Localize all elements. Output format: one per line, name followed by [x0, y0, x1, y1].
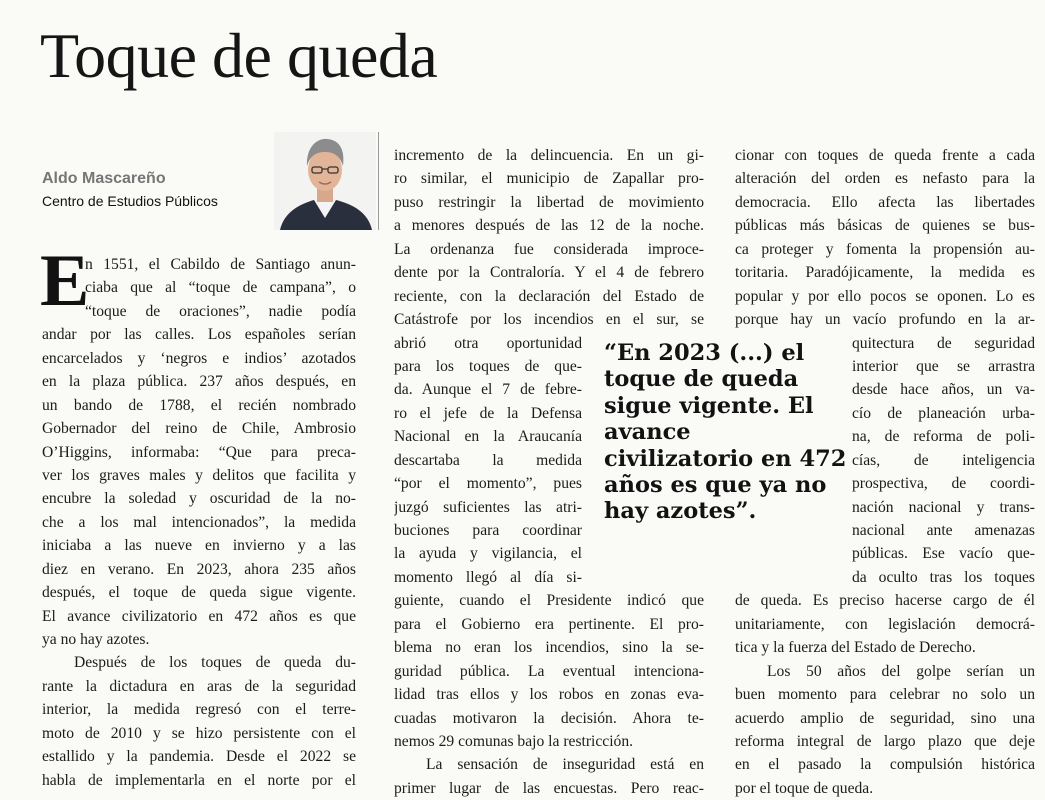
article-column-1-body	[42, 323, 356, 792]
text-line: habla de implementarla en el norte por el	[42, 771, 356, 789]
text-line: después, el toque de queda sigue vigente.	[42, 584, 356, 602]
pull-quote-line: “En 2023 (...) el	[604, 340, 805, 366]
text-line: na, de reforma de poli-	[852, 428, 1035, 446]
text-line: abrió otra oportunidad	[394, 334, 582, 352]
text-line: che a los mal intencionados”, la medida	[42, 513, 356, 531]
text-line: en el pasado la compulsión histórica	[735, 756, 1035, 774]
text-line: democracia. Ello afecta las libertades	[735, 193, 1035, 211]
text-line: descartaba la medida	[394, 451, 582, 469]
text-line: ro similar, el municipio de Zapallar pro-	[394, 170, 704, 188]
text-line: ro el jefe de la Defensa	[394, 404, 582, 422]
text-line: reciente, con la declaración del Estado de	[394, 287, 704, 305]
text-line: nacional ante amenazas	[852, 522, 1035, 539]
text-line: nemos 29 comunas bajo la restricción.	[394, 732, 634, 750]
pull-quote-line: años es que ya no	[604, 472, 827, 499]
pull-quote-line: hay azotes”.	[604, 498, 757, 525]
text-line: cionar con toques de queda frente a cada	[735, 147, 1035, 164]
text-line: guridad pública. La eventual intenciona-	[394, 662, 704, 680]
pull-quote-line: toque de queda	[604, 366, 799, 393]
text-line: la ayuda y vigilancia, el	[394, 545, 582, 563]
text-line: dente por la Contraloría. Y el 4 de febrero	[394, 264, 704, 282]
text-line: públicas. Ese vacío que-	[852, 545, 1035, 563]
text-line: incremento de la delincuencia. En un gi-	[394, 147, 704, 164]
text-line: blema no eran los incendios, sino la se-	[394, 639, 704, 657]
text-line: buciones para coordinar	[394, 522, 582, 539]
text-line: O’Higgins, informaba: “Que para preca-	[42, 443, 356, 461]
text-line: “toque de oraciones”, nadie podía	[85, 302, 356, 320]
text-line: moto de 2010 y se hizo persistente con el	[42, 724, 356, 742]
text-line: por el toque de queda.	[735, 779, 874, 797]
text-line: El avance civilizatorio en 472 años es que	[42, 607, 356, 625]
text-line: da oculto tras los toques	[852, 568, 1035, 586]
text-line: ya no hay azotes.	[42, 631, 150, 649]
text-line: de queda. Es preciso hacerse cargo de él	[735, 592, 1035, 610]
text-line: toritaria. Paradójicamente, la medida es	[735, 264, 1035, 282]
text-line: para el Gobierno era pertinente. El pro-	[394, 615, 704, 633]
text-line: nación nacional y trans-	[852, 498, 1035, 516]
text-line: n 1551, el Cabildo de Santiago anun-	[85, 256, 356, 273]
text-line: La ordenanza fue considerada improce-	[394, 240, 704, 258]
pull-quote-line: sigue vigente. El	[604, 392, 814, 419]
column-divider	[378, 132, 379, 230]
text-line: buen momento para celebrar no solo un	[735, 686, 1035, 704]
text-line: reforma integral de largo plazo que deje	[735, 732, 1035, 750]
text-line: alteración del orden es nefasto para la	[735, 170, 1035, 188]
text-line: andar por las calles. Los españoles serían	[42, 326, 356, 344]
article-column-1	[85, 253, 356, 323]
text-line: Después de los toques de queda du-	[74, 654, 356, 672]
text-line: ciaba que al “toque de campana”, o	[85, 279, 356, 297]
text-line: quitectura de seguridad	[852, 334, 1035, 352]
text-line: en la plaza pública. 237 años después, en	[42, 373, 356, 391]
text-line: Gobernador del reino de Chile, Ambrosio	[42, 420, 356, 438]
text-line: puso restringir la libertad de movimiento	[394, 193, 704, 211]
text-line: públicas más básicas de quienes se bus-	[735, 217, 1035, 235]
text-line: a menores después de las 12 de la noche.	[394, 217, 704, 235]
text-line: La sensación de inseguridad está en	[426, 756, 704, 774]
text-line: guiente, cuando el Presidente indicó que	[394, 592, 704, 610]
text-line: estallido y la pandemia. Desde el 2022 se	[42, 748, 356, 766]
text-line: interior que se arrastra	[852, 357, 1035, 375]
headline: Toque de queda	[40, 20, 438, 91]
article-column-3	[735, 144, 1035, 800]
text-line: cuadas motivaron la decisión. Ahora te-	[394, 709, 704, 727]
author-organization: Centro de Estudios Públicos	[42, 193, 218, 209]
text-line: encubre la soledad y oscuridad de la no-	[42, 490, 356, 508]
text-line: diez en verano. En 2023, ahora 235 años	[42, 560, 356, 578]
text-line: Los 50 años del golpe serían un	[767, 662, 1035, 680]
text-line: iniciaba a las nueve en invierno y a las	[42, 537, 356, 555]
text-line: unitariamente, con legislación democrá-	[735, 615, 1035, 633]
text-line: acuerdo amplio de seguridad, sino una	[735, 709, 1035, 727]
drop-cap: E	[40, 240, 90, 322]
text-line: da. Aunque el 7 de febre-	[394, 381, 582, 399]
text-line: desde hace años, un va-	[852, 381, 1035, 399]
text-line: para los toques de que-	[394, 357, 582, 375]
text-line: Nacional en la Araucanía	[394, 428, 582, 446]
text-line: primer lugar de las encuestas. Pero reac-	[394, 779, 704, 797]
text-line: cías, de inteligencia	[852, 451, 1035, 469]
text-line: prospectiva, de coordi-	[852, 475, 1035, 493]
text-line: cío de planeación urba-	[852, 404, 1035, 422]
text-line: tica y la fuerza del Estado de Derecho.	[735, 639, 976, 657]
text-line: un bando de 1788, el recién nombrado	[42, 396, 356, 414]
text-line: encarcelados y ‘negros e indios’ azotados	[42, 349, 356, 367]
text-line: porque hay un vacío profundo en la ar-	[735, 311, 1035, 329]
text-line: “por el momento”, pues	[394, 475, 582, 493]
text-line: ver los graves males y delitos que facilita y	[42, 466, 356, 484]
pull-quote-line: avance	[604, 419, 691, 446]
text-line: juzgó suficientes las atri-	[394, 498, 582, 516]
text-line: ca proteger y fomenta la propensión au-	[735, 240, 1035, 258]
text-line: lidad tras ellos y los robos en zonas eva-	[394, 686, 704, 704]
author-name: Aldo Mascareño	[42, 170, 166, 187]
text-line: Catástrofe por los incendios en el sur, se	[394, 311, 704, 329]
pull-quote-line: civilizatorio en 472	[604, 445, 847, 472]
author-photo	[274, 132, 376, 230]
text-line: rante la dictadura en aras de la seguridad	[42, 677, 356, 695]
text-line: popular y por ello pocos se oponen. Lo es	[735, 287, 1035, 305]
text-line: interior, la medida regresó con el terre-	[42, 701, 356, 719]
text-line: momento llegó al día si-	[394, 568, 582, 586]
